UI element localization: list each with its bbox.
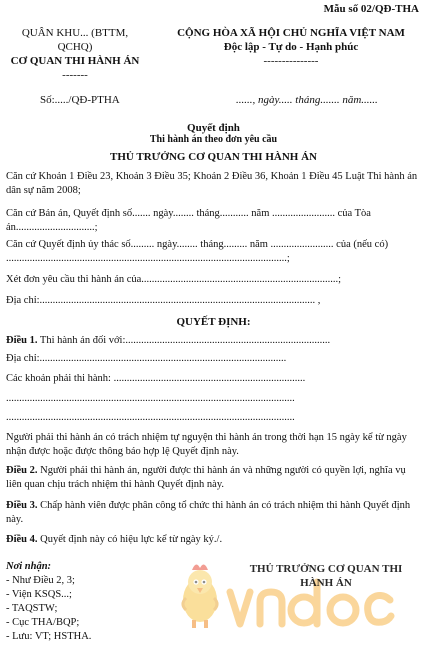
recipient-item: - Viện KSQS...; bbox=[6, 589, 72, 600]
document-date: ......, ngày..... tháng....... năm...... bbox=[236, 94, 378, 106]
signature-title-line1: THỦ TRƯỞNG CƠ QUAN THI bbox=[249, 563, 403, 575]
article-2-label: Điều 2. bbox=[6, 465, 38, 476]
basis-judgment: Căn cứ Bản án, Quyết định số....... ngày........ tháng........... năm ........................ của Tòa án..............................; bbox=[6, 208, 371, 233]
recipient-item: - Như Điều 2, 3; bbox=[6, 575, 75, 586]
article-1-label: Điều 1. bbox=[6, 335, 38, 346]
national-motto: Độc lập - Tự do - Hạnh phúc bbox=[223, 41, 359, 53]
article-1-dots-1: .............................................................................................................. bbox=[6, 393, 295, 404]
article-4-label: Điều 4. bbox=[6, 534, 38, 545]
recipient-item: - Lưu: VT; HSTHA. bbox=[6, 631, 92, 642]
header-right bbox=[160, 26, 422, 68]
agency-name: CƠ QUAN THI HÀNH ÁN bbox=[10, 55, 140, 67]
article-1 bbox=[6, 334, 420, 348]
article-3 bbox=[6, 499, 420, 527]
header-left-line2: QCHQ) bbox=[57, 41, 93, 53]
basis-entrustment: Căn cứ Quyết định ủy thác số......... ngày........ tháng......... năm ........................ của (nếu có) ...........................................................................................................; bbox=[6, 239, 389, 264]
header-left-line1: QUÂN KHU... (BTTM, bbox=[21, 27, 129, 39]
article-1-dots-2: .............................................................................................................. bbox=[6, 412, 295, 423]
article-1-voluntary: Người phải thi hành án có trách nhiệm tự nguyện thi hành án trong thời hạn 15 ngày kể từ ngày nhận được hoặc được thông báo hợp lệ Quyết định này. bbox=[6, 432, 407, 457]
article-3-label: Điều 3. bbox=[6, 500, 38, 511]
recipient-item: - Cục THA/BQP; bbox=[6, 617, 80, 628]
document-number: Số:...../QĐ-PTHA bbox=[40, 94, 120, 106]
recipients-heading: Nơi nhận: bbox=[6, 561, 52, 572]
article-2-text: Người phải thi hành án, người được thi hành án và những người có quyền lợi, nghĩa vụ liên quan chịu trách nhiệm thi hành Quyết định này. bbox=[6, 465, 406, 490]
article-2 bbox=[6, 464, 420, 492]
article-1-text: Thi hành án đối với:.............................................................................. bbox=[37, 335, 331, 346]
form-number: Mẫu số 02/QĐ-THA bbox=[323, 3, 419, 15]
article-3-text: Chấp hành viên được phân công tổ chức thi hành án có trách nhiệm thi hành Quyết định này. bbox=[6, 500, 411, 525]
article-4 bbox=[6, 533, 222, 547]
basis-address: Địa chỉ:......................................................................................................... , bbox=[6, 295, 321, 306]
national-title: CỘNG HÒA XÃ HỘI CHỦ NGHĨA VIỆT NAM bbox=[177, 27, 405, 39]
document-subtitle: Thi hành án theo đơn yêu cầu bbox=[149, 134, 278, 145]
article-1-obligations: Các khoản phải thi hành: ......................................................................... bbox=[6, 373, 306, 384]
decision-heading: QUYẾT ĐỊNH: bbox=[176, 316, 251, 328]
recipient-item: - TAQSTW; bbox=[6, 603, 58, 614]
article-4-text: Quyết định này có hiệu lực kể từ ngày ký./. bbox=[37, 534, 223, 545]
header-left bbox=[4, 26, 146, 82]
signature-title-line2: HÀNH ÁN bbox=[300, 577, 352, 589]
signature-block bbox=[230, 562, 422, 590]
header-left-separator: ------- bbox=[62, 69, 88, 81]
basis-law: Căn cứ Khoản 1 Điều 23, Khoản 3 Điều 35; Khoản 2 Điều 36, Khoản 1 Điều 45 Luật Thi hành án dân sự năm 2008; bbox=[6, 171, 418, 196]
header-right-separator: --------------- bbox=[263, 55, 319, 67]
basis-request: Xét đơn yêu cầu thi hành án của...........................................................................; bbox=[6, 274, 342, 285]
article-1-address: Địa chỉ:.............................................................................................. bbox=[6, 353, 287, 364]
authority-heading: THỦ TRƯỞNG CƠ QUAN THI HÀNH ÁN bbox=[110, 151, 317, 163]
document-title: Quyết định bbox=[187, 122, 240, 134]
recipients bbox=[6, 560, 91, 644]
